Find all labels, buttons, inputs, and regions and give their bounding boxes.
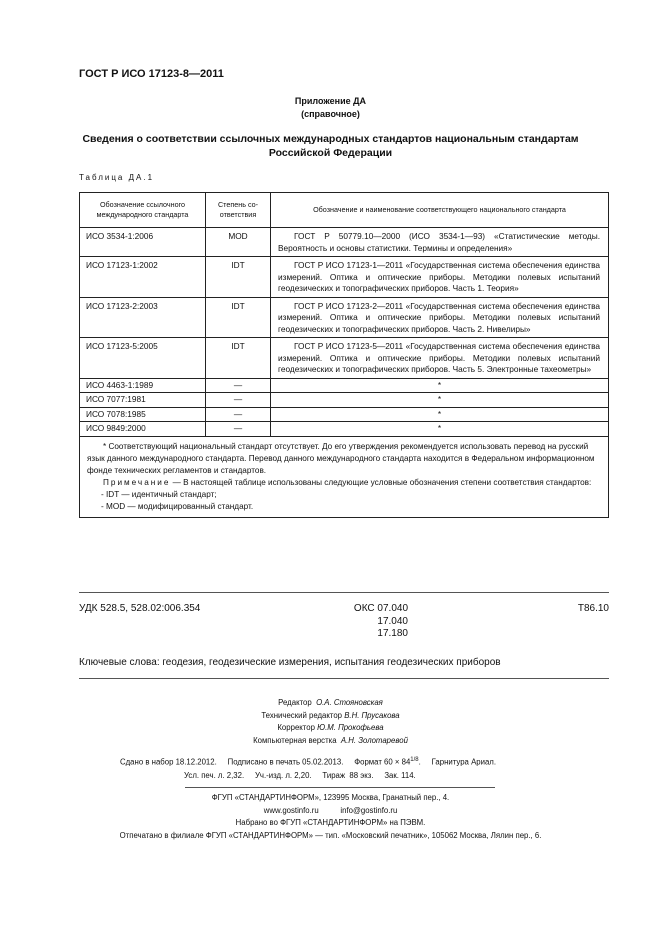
header-degree: Степень со-ответствия: [206, 193, 271, 228]
appendix-type: (справочное): [301, 109, 360, 119]
credit-person: Ю.М. Прокофьева: [317, 723, 384, 732]
divider: [79, 592, 609, 593]
table-row: [80, 257, 609, 298]
cell-degree: IDT: [206, 297, 271, 338]
cell-degree: MOD: [206, 228, 271, 257]
udk-code: УДК 528.5, 528.02:006.354: [79, 603, 201, 614]
divider: [79, 678, 609, 679]
oks-code: 17.180: [377, 628, 408, 639]
credit-person: А.Н. Золотаревой: [340, 735, 408, 745]
note-text: — В настоящей таблице использованы следующие условные обозначения степени соответствия стандартов:: [170, 477, 592, 487]
keywords: Ключевые слова: геодезия, геодезические измерения, испытания геодезических приборов: [79, 657, 501, 668]
publisher-info: [0, 792, 661, 842]
print-info-line-1: [120, 757, 496, 767]
table-note: [87, 477, 596, 489]
cell-ref: ИСО 9849:2000: [80, 422, 206, 437]
cell-ref: ИСО 17123-2:2003: [80, 297, 206, 338]
cell-degree: —: [206, 407, 271, 422]
table-row: [80, 228, 609, 257]
cell-national: *: [271, 393, 609, 408]
table-footnote-cell: [80, 436, 609, 517]
print-info-text: Сдано в набор 18.12.2012. Подписано в печать 05.02.2013. Формат 60 × 84: [120, 757, 411, 767]
cell-national: *: [271, 407, 609, 422]
note-label: Примечание: [103, 477, 171, 487]
section-title: [70, 132, 591, 160]
note-item: - IDT — идентичный стандарт;: [101, 489, 217, 499]
oks-code: 17.040: [377, 615, 408, 627]
credits: [0, 697, 661, 747]
publisher-line: Отпечатано в филиале ФГУП «СТАНДАРТИНФОРМ» — тип. «Московский печатник», 105062 Москва, Лялин пер., 6.: [119, 830, 542, 840]
cell-national: ГОСТ Р 50779.10—2000 (ИСО 3534-1—93) «Статистические методы. Вероятность и основы статистики. Термины и определения»: [271, 228, 609, 257]
table-row: [80, 393, 609, 408]
credit-layout: [0, 735, 661, 748]
cell-degree: IDT: [206, 257, 271, 298]
credit-role: Компьютерная верстка: [253, 735, 337, 745]
cell-ref: ИСО 17123-1:2002: [80, 257, 206, 298]
cell-national: *: [271, 422, 609, 437]
table-footnote-row: [80, 436, 609, 517]
cell-degree: —: [206, 422, 271, 437]
credit-role: Редактор: [278, 698, 312, 707]
table-caption: Таблица ДА.1: [79, 173, 155, 182]
credit-role: Корректор: [277, 723, 315, 732]
print-info-line-2: Усл. печ. л. 2,32. Уч.-изд. л. 2,20. Тираж 88 экз. Зак. 114.: [184, 771, 416, 780]
oks-codes: [338, 603, 408, 641]
publisher-line: www.gostinfo.ru info@gostinfo.ru: [263, 805, 398, 815]
divider: [185, 787, 495, 788]
cell-national: ГОСТ Р ИСО 17123-1—2011 «Государственная система обеспечения единства измерений. Оптика и оптические приборы. Методики полевых испытаний геодезических и топографических приборов. Часть 1. Теория»: [271, 257, 609, 298]
cell-ref: ИСО 17123-5:2005: [80, 338, 206, 379]
header-ref: Обозначение ссылочного международного стандарта: [80, 193, 206, 228]
credit-proofreader: [0, 722, 661, 735]
table-header-row: [80, 193, 609, 228]
table-row: [80, 338, 609, 379]
header-national: Обозначение и наименование соответствующего национального стандарта: [271, 193, 609, 228]
cell-ref: ИСО 4463-1:1989: [80, 378, 206, 393]
oks-code: ОКС 07.040: [353, 603, 408, 614]
credit-tech-editor: [0, 710, 661, 723]
table-row: [80, 378, 609, 393]
table-row: [80, 297, 609, 338]
print-info-text: . Гарнитура Ариал.: [418, 757, 497, 767]
credit-role: Технический редактор: [261, 710, 343, 720]
publisher-line: Набрано во ФГУП «СТАНДАРТИНФОРМ» на ПЭВМ.: [235, 818, 426, 827]
appendix-title: Приложение ДА: [294, 96, 367, 106]
cell-degree: IDT: [206, 338, 271, 379]
footnote-text: * Соответствующий национальный стандарт отсутствует. До его утверждения рекомендуется использовать перевод на русский язык данного международного стандарта. Перевод данного международного стандарта находится в Федеральном информационном фонде технических регламентов и стандартов.: [87, 441, 595, 475]
credit-editor: [0, 697, 661, 710]
format-fraction: 1/8: [410, 757, 419, 763]
note-item: - MOD — модифицированный стандарт.: [101, 501, 254, 511]
cell-ref: ИСО 3534-1:2006: [80, 228, 206, 257]
cell-ref: ИСО 7078:1985: [80, 407, 206, 422]
cell-degree: —: [206, 393, 271, 408]
document-header: ГОСТ Р ИСО 17123-8—2011: [79, 68, 224, 80]
table-row: [80, 407, 609, 422]
classification-code: Т86.10: [577, 603, 609, 614]
credit-person: В.Н. Прусакова: [344, 710, 400, 720]
section-title-line-1: Сведения о соответствии ссылочных международных стандартов национальным стандартам: [82, 133, 579, 145]
cell-degree: —: [206, 378, 271, 393]
cell-ref: ИСО 7077:1981: [80, 393, 206, 408]
table-row: [80, 422, 609, 437]
cell-national: ГОСТ Р ИСО 17123-2—2011 «Государственная система обеспечения единства измерений. Оптика и оптические приборы. Методики полевых испытаний геодезических и топографических приборов. Часть 2. Нивелиры»: [271, 297, 609, 338]
credit-person: О.А. Стояновская: [316, 698, 383, 707]
cell-national: ГОСТ Р ИСО 17123-5—2011 «Государственная система обеспечения единства измерений. Оптика и оптические приборы. Методики полевых испытаний геодезических и топографических приборов. Часть 5. Электронные тахеометры»: [271, 338, 609, 379]
publisher-line: ФГУП «СТАНДАРТИНФОРМ», 123995 Москва, Гранатный пер., 4.: [211, 793, 450, 802]
section-title-line-2: Российской Федерации: [268, 147, 393, 159]
cell-national: *: [271, 378, 609, 393]
correspondence-table: [79, 192, 609, 518]
